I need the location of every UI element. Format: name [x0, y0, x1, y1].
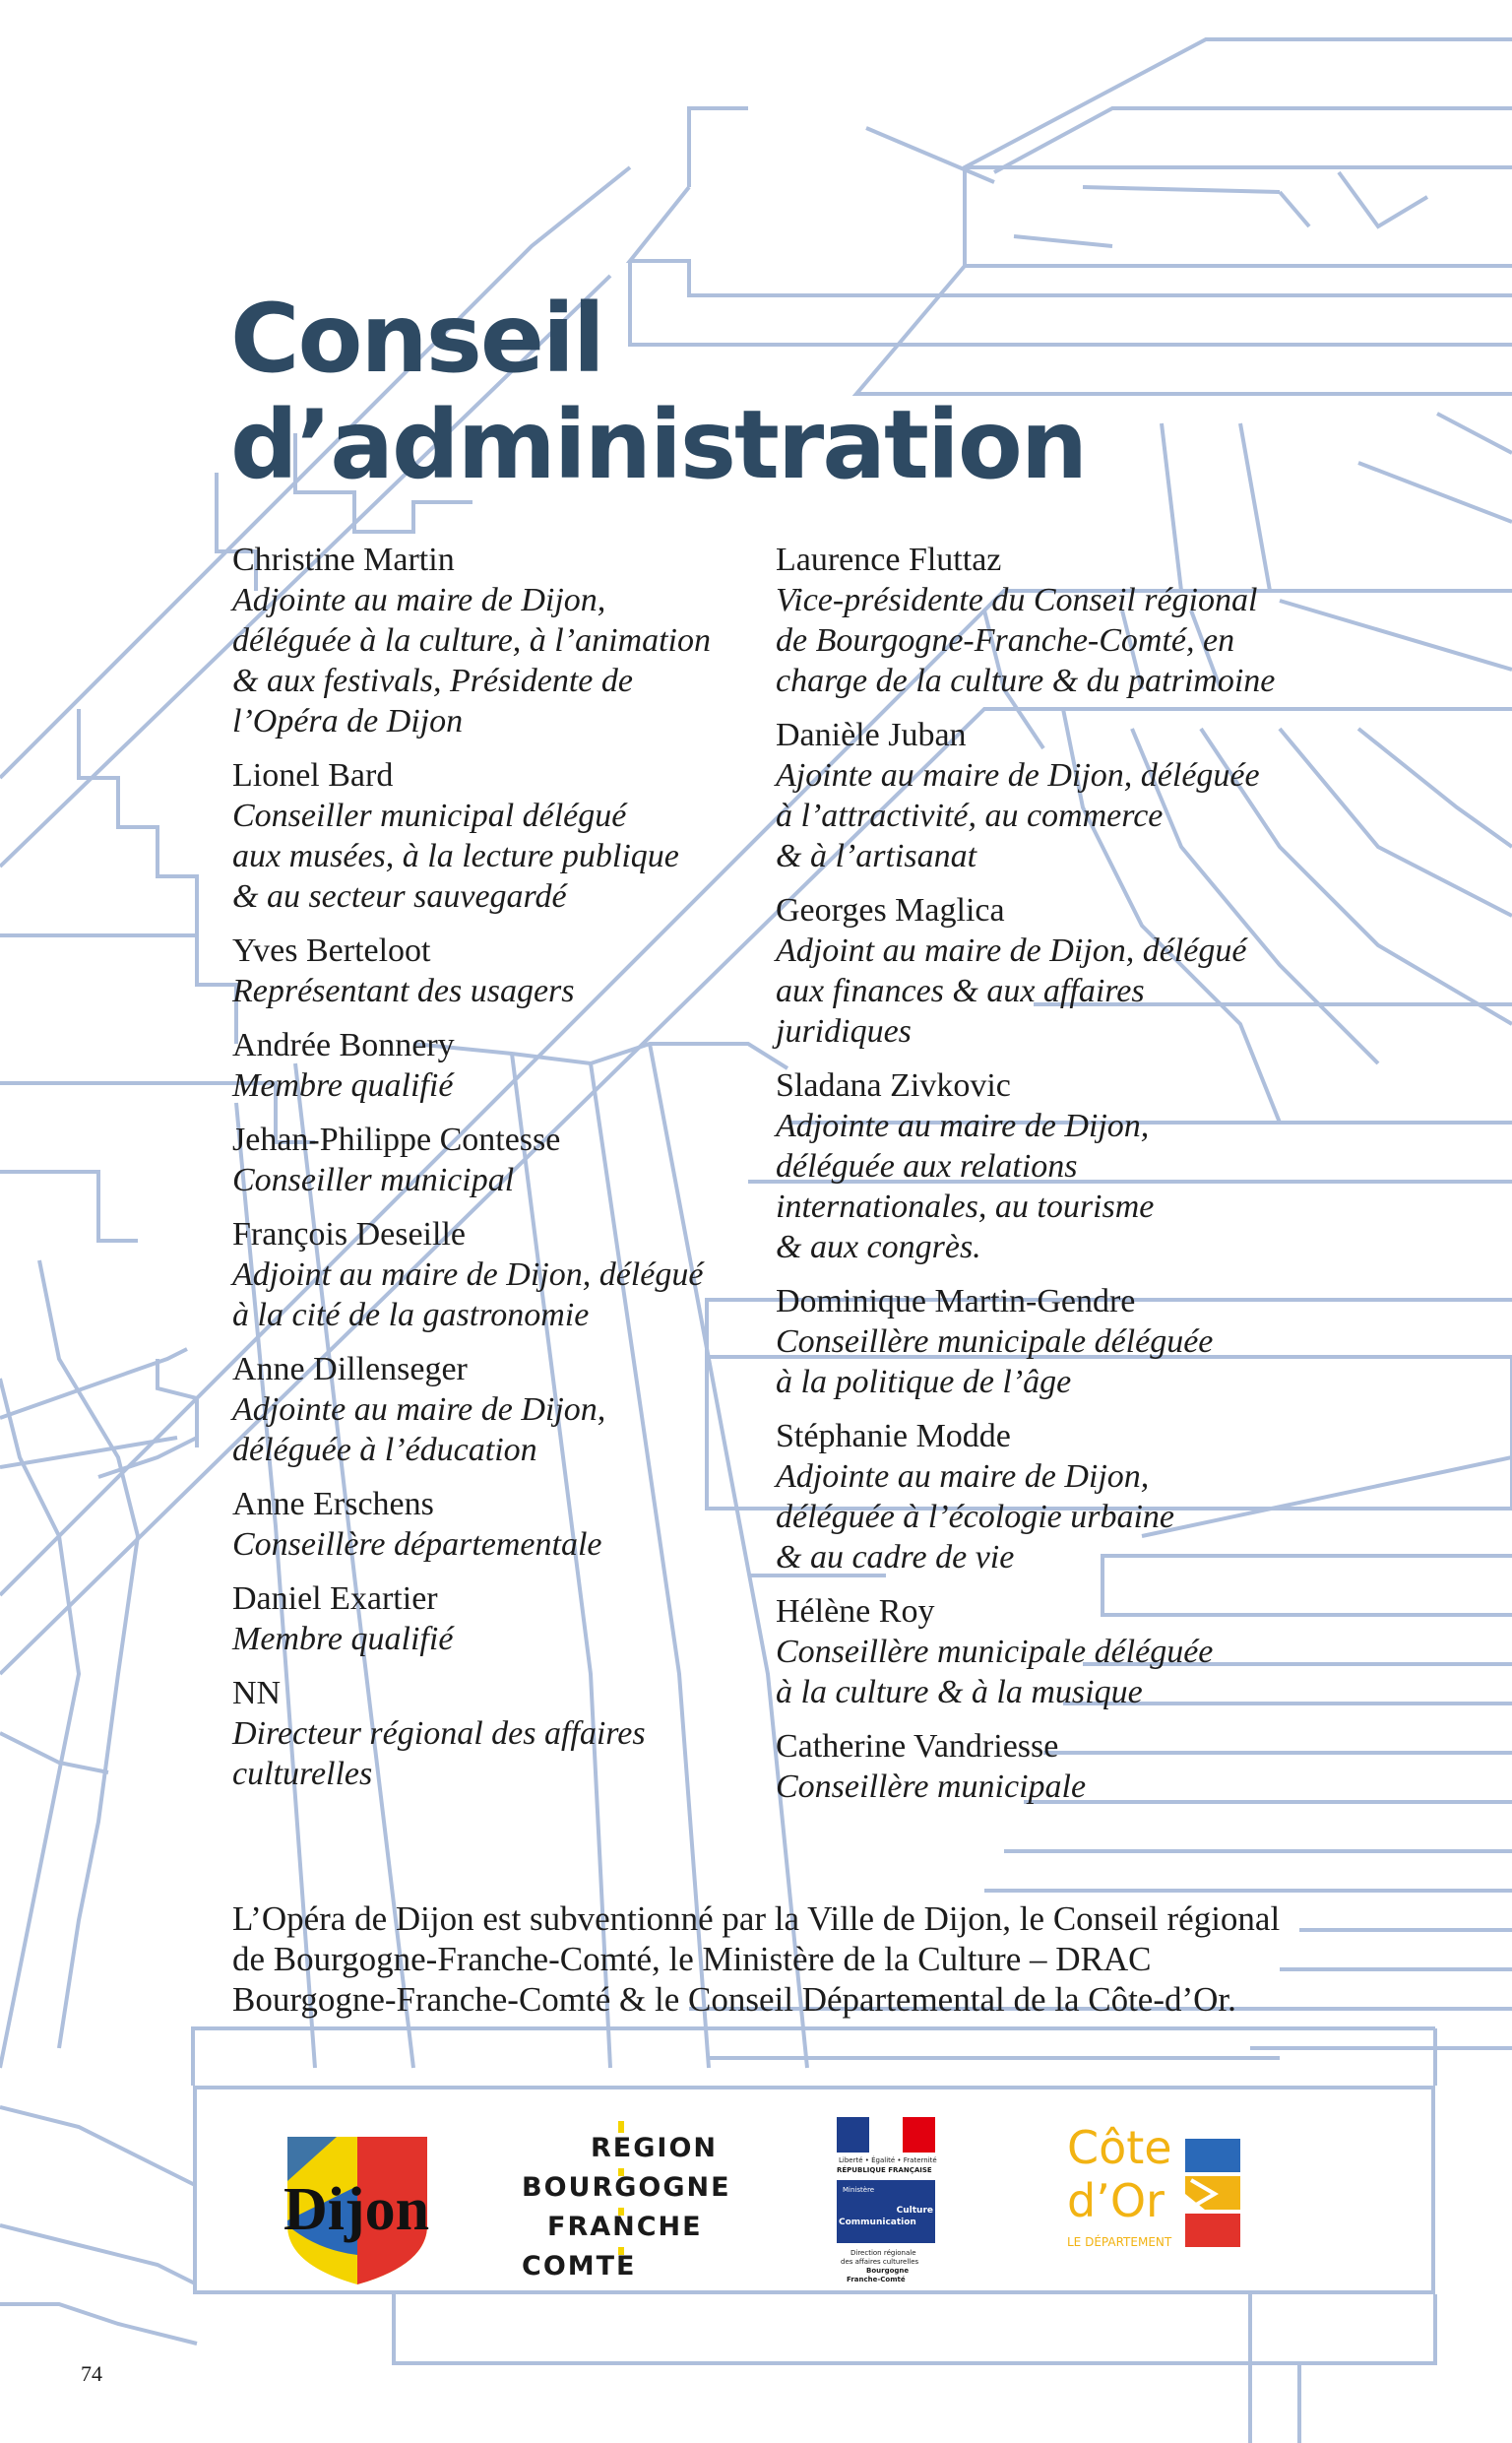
member-entry: [232, 755, 744, 917]
member-entry: [776, 890, 1307, 1052]
dijon-logo: [278, 2127, 437, 2288]
member-name: Danièle Juban: [776, 717, 967, 753]
french-flag-icon: [837, 2117, 935, 2153]
member-name: Anne Erschens: [232, 1486, 434, 1522]
member-role-line: à la politique de l’âge: [776, 1364, 1072, 1400]
member-role-line: à la cité de la gastronomie: [232, 1297, 590, 1333]
member-role-line: déléguée à la culture, à l’animation: [232, 622, 711, 659]
cote-dor-wordmark: d’Or: [1067, 2174, 1165, 2227]
member-entry: [232, 1349, 744, 1470]
member-entry: [232, 1673, 744, 1794]
member-role-line: aux finances & aux affaires: [776, 973, 1145, 1009]
sponsor-logos-band: [193, 2086, 1435, 2294]
cote-dor-wordmark: Côte: [1067, 2121, 1172, 2174]
member-role-line: déléguée à l’écologie urbaine: [776, 1499, 1175, 1535]
member-entry: [232, 1578, 744, 1659]
member-role-line: & aux festivals, Présidente de: [232, 663, 633, 699]
member-name: NN: [232, 1675, 282, 1711]
funding-line: L’Opéra de Dijon est subventionné par la Ville de Dijon, le Conseil régional: [232, 1899, 1281, 1938]
member-role-line: déléguée aux relations: [776, 1148, 1078, 1185]
page-title-line-2: d’administration: [230, 390, 1087, 500]
member-role-line: & aux congrès.: [776, 1229, 981, 1265]
member-role-line: déléguée à l’éducation: [232, 1432, 537, 1468]
member-name: Lionel Bard: [232, 757, 394, 794]
member-role: [232, 1619, 744, 1659]
member-role: [232, 580, 744, 741]
member-role-line: Représentant des usagers: [232, 973, 575, 1009]
ministere-box: [837, 2180, 935, 2243]
member-role-line: Conseillère départementale: [232, 1526, 602, 1563]
funding-paragraph: [232, 1898, 1281, 2020]
member-name: Catherine Vandriesse: [776, 1728, 1059, 1765]
member-entry: [232, 1025, 744, 1106]
members-right-column: [776, 540, 1307, 1821]
member-role: [776, 1632, 1307, 1712]
member-role-line: Ajointe au maire de Dijon, déléguée: [776, 757, 1260, 794]
member-role-line: Conseiller municipal délégué: [232, 798, 627, 834]
member-name: Sladana Zivkovic: [776, 1067, 1011, 1104]
member-name: François Deseille: [232, 1216, 466, 1253]
region-logo-line: BOURGOGNE: [522, 2172, 731, 2203]
member-role-line: Conseillère municipale: [776, 1768, 1087, 1805]
member-role: [776, 755, 1307, 876]
member-name: Stéphanie Modde: [776, 1418, 1011, 1454]
member-entry: [232, 540, 744, 741]
member-role: [232, 1254, 744, 1335]
member-name: Georges Maglica: [776, 892, 1005, 929]
cote-dor-flag-icon: [1185, 2139, 1244, 2247]
member-role-line: & au secteur sauvegardé: [232, 878, 567, 915]
republique-francaise: RÉPUBLIQUE FRANÇAISE: [837, 2166, 932, 2174]
members-left-column: [232, 540, 744, 1808]
member-role-line: l’Opéra de Dijon: [232, 703, 464, 739]
member-role-line: Adjointe au maire de Dijon,: [776, 1458, 1150, 1495]
member-role: [232, 971, 744, 1011]
member-entry: [776, 1281, 1307, 1402]
member-role-line: Adjoint au maire de Dijon, délégué: [232, 1256, 704, 1293]
member-role: [232, 1713, 744, 1794]
member-name: Dominique Martin-Gendre: [776, 1283, 1136, 1319]
member-entry: [776, 1416, 1307, 1577]
member-name: Jehan-Philippe Contesse: [232, 1122, 561, 1158]
member-role: [776, 1106, 1307, 1267]
page-number: 74: [81, 2361, 102, 2386]
drac-region: Franche-Comté: [847, 2276, 906, 2283]
member-name: Anne Dillenseger: [232, 1351, 468, 1387]
member-role-line: Membre qualifié: [232, 1621, 454, 1657]
member-entry: [232, 931, 744, 1011]
republic-motto: Liberté • Égalité • Fraternité: [839, 2156, 937, 2164]
member-entry: [232, 1214, 744, 1335]
member-name: Andrée Bonnery: [232, 1027, 455, 1063]
member-role-line: Adjointe au maire de Dijon,: [776, 1108, 1150, 1144]
member-role: [232, 1389, 744, 1470]
region-logo-line: REGION: [591, 2133, 718, 2163]
member-role-line: Membre qualifié: [232, 1067, 454, 1104]
drac-line: des affaires culturelles: [841, 2258, 919, 2266]
member-role-line: Adjoint au maire de Dijon, délégué: [776, 932, 1247, 969]
member-role-line: Adjointe au maire de Dijon,: [232, 1391, 606, 1428]
drac-line: Direction régionale: [850, 2249, 916, 2257]
member-role-line: de Bourgogne-Franche-Comté, en: [776, 622, 1235, 659]
member-role-line: Conseillère municipale déléguée: [776, 1634, 1214, 1670]
member-name: Christine Martin: [232, 542, 455, 578]
region-bourgogne-franche-comte-logo: [522, 2121, 738, 2282]
member-role: [232, 1160, 744, 1200]
region-logo-line: FRANCHE: [547, 2212, 703, 2242]
member-role-line: à la culture & à la musique: [776, 1674, 1143, 1710]
member-role-line: Conseiller municipal: [232, 1162, 515, 1198]
dijon-shield-icon: [278, 2127, 437, 2288]
funding-line: Bourgogne-Franche-Comté & le Conseil Départemental de la Côte-d’Or.: [232, 1980, 1236, 2019]
page-title-line-1: Conseil: [230, 284, 603, 394]
member-entry: [776, 1591, 1307, 1712]
member-role-line: internationales, au tourisme: [776, 1189, 1155, 1225]
member-entry: [776, 540, 1307, 701]
member-role-line: & à l’artisanat: [776, 838, 977, 874]
dijon-wordmark: Dijon: [284, 2176, 430, 2243]
drac-region: Bourgogne: [866, 2267, 910, 2275]
member-role-line: Directeur régional des affaires: [232, 1715, 646, 1752]
member-role-line: culturelles: [232, 1756, 373, 1792]
member-entry: [232, 1484, 744, 1565]
region-yellow-bar: [618, 2121, 624, 2133]
member-entry: [776, 715, 1307, 876]
member-role: [776, 931, 1307, 1052]
member-role-line: & au cadre de vie: [776, 1539, 1015, 1575]
member-role: [776, 1321, 1307, 1402]
member-role-line: Vice-présidente du Conseil régional: [776, 582, 1258, 618]
ministere-culture-logo: [837, 2117, 943, 2296]
funding-line: de Bourgogne-Franche-Comté, le Ministère de la Culture – DRAC: [232, 1940, 1152, 1978]
member-role: [776, 1767, 1307, 1807]
member-role: [232, 1065, 744, 1106]
departement-label: LE DÉPARTEMENT: [1067, 2235, 1172, 2249]
member-entry: [776, 1726, 1307, 1807]
member-role: [232, 1524, 744, 1565]
member-role-line: charge de la culture & du patrimoine: [776, 663, 1276, 699]
member-role-line: à l’attractivité, au commerce: [776, 798, 1164, 834]
member-role-line: juridiques: [776, 1013, 912, 1050]
member-role-line: aux musées, à la lecture publique: [232, 838, 679, 874]
member-role-line: Adjointe au maire de Dijon,: [232, 582, 606, 618]
member-name: Hélène Roy: [776, 1593, 935, 1630]
ministere-label: Ministère: [843, 2186, 875, 2194]
region-logo-line: COMTE: [522, 2251, 637, 2282]
member-role: [776, 1456, 1307, 1577]
member-name: Daniel Exartier: [232, 1580, 438, 1617]
page-title: [230, 286, 1086, 498]
member-name: Laurence Fluttaz: [776, 542, 1002, 578]
member-name: Yves Berteloot: [232, 932, 431, 969]
cote-dor-departement-logo: [1063, 2119, 1260, 2267]
communication-label: Communication: [839, 2218, 916, 2227]
member-role: [776, 580, 1307, 701]
member-role-line: Conseillère municipale déléguée: [776, 1323, 1214, 1360]
member-entry: [776, 1065, 1307, 1267]
member-role: [232, 796, 744, 917]
culture-label: Culture: [896, 2206, 933, 2216]
member-entry: [232, 1120, 744, 1200]
